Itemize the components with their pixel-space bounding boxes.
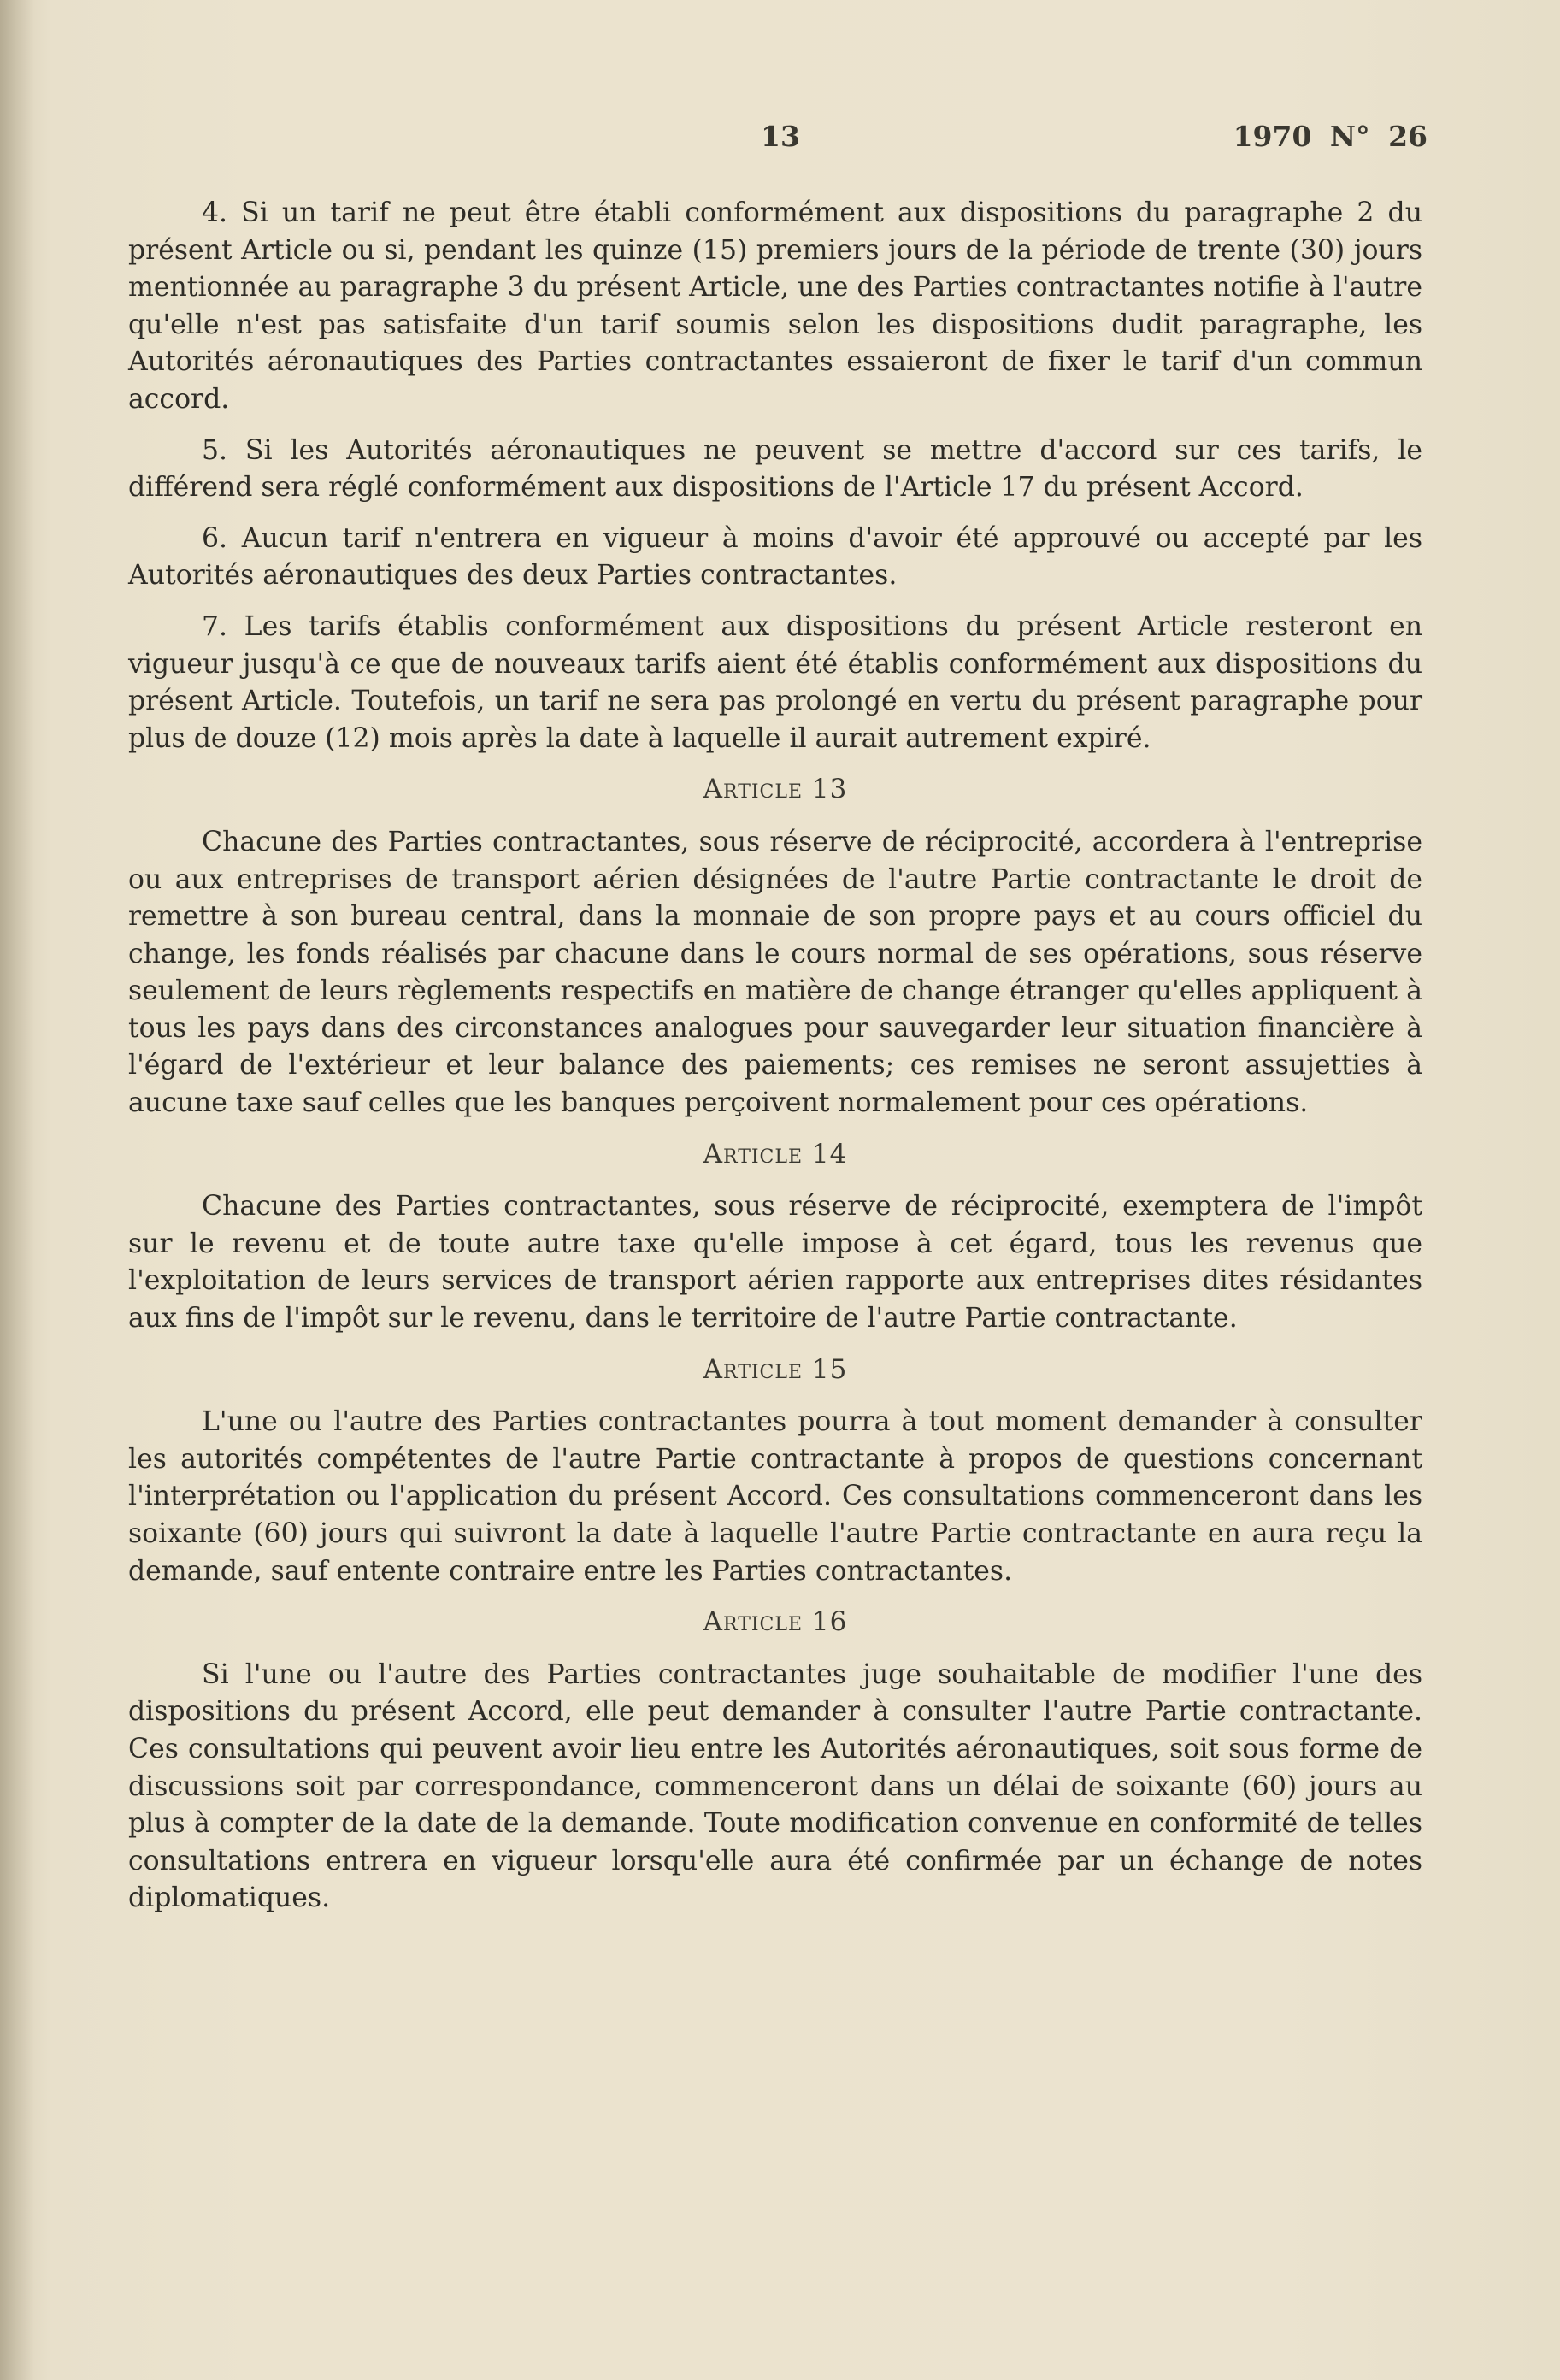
article-13-heading: Article 13	[703, 774, 848, 805]
article-15-body: L'une ou l'autre des Parties contractantes pourra à tout moment demander à consulter les autorités compétentes de l'autre Partie contractante à propos de questions concernant l'interprétation ou l'application du présent Accord. Ces consultations commenceront dans les soixante (60) jours qui suivront la date à laquelle l'autre Partie contractante en aura reçu la demande, sauf entente contraire entre les Parties contractantes.	[128, 1406, 1422, 1587]
document-body	[128, 195, 1422, 1931]
article-16-body: Si l'une ou l'autre des Parties contractantes juge souhaitable de modifier l'une des dispositions du présent Accord, elle peut demander à consulter l'autre Partie contractante. Ces consultations qui peuvent avoir lieu entre les Autorités aéronautiques, soit sous forme de discussions soit par correspondance, commenceront dans un délai de soixante (60) jours au plus à compter de la date de la demande. Toute modification convenue en conformité de telles consultations entrera en vigueur lorsqu'elle aura été confirmée par un échange de notes diplomatiques.	[128, 1658, 1422, 1914]
page-number: 13	[761, 120, 800, 153]
article-15-heading: Article 15	[703, 1353, 848, 1385]
article-13-body: Chacune des Parties contractantes, sous réserve de réciprocité, accordera à l'entreprise ou aux entreprises de transport aérien désignées de l'autre Partie contractante le droit de remettre à son bureau central, dans la monnaie de son propre pays et au cours officiel du change, les fonds réalisés par chacune dans le cours normal de ses opérations, sous réserve seulement de leurs règlements respectifs en matière de change étranger qu'elles appliquent à tous les pays dans des circonstances analogues pour sauvegarder leur situation financière à l'égard de l'extérieur et leur balance des paiements; ces remises ne seront assujetties à aucune taxe sauf celles que les banques perçoivent normalement pour ces opérations.	[128, 826, 1422, 1119]
paragraph-6: 6. Aucun tarif n'entrera en vigueur à moins d'avoir été approuvé ou accepté par les Autorités aéronautiques des deux Parties contractantes.	[128, 522, 1422, 592]
binding-gutter	[0, 0, 34, 2380]
paragraph-5: 5. Si les Autorités aéronautiques ne peuvent se mettre d'accord sur ces tarifs, le différend sera réglé conformément aux dispositions de l'Article 17 du présent Accord.	[128, 434, 1422, 504]
issue-label: 1970 N° 26	[1233, 120, 1428, 153]
article-14-heading: Article 14	[703, 1138, 848, 1169]
paragraph-4: 4. Si un tarif ne peut être établi conformément aux dispositions du paragraphe 2 du présent Article ou si, pendant les quinze (15) premiers jours de la période de trente (30) jours mentionnée au paragraphe 3 du présent Article, une des Parties contractantes notifie à l'autre qu'elle n'est pas satisfaite d'un tarif soumis selon les dispositions dudit paragraphe, les Autorités aéronautiques des Parties contractantes essaieront de fixer le tarif d'un commun accord.	[128, 197, 1422, 415]
page-header	[128, 120, 1428, 171]
article-14-body: Chacune des Parties contractantes, sous réserve de réciprocité, exemptera de l'impôt sur le revenu et de toute autre taxe qu'elle impose à cet égard, tous les revenus que l'exploitation de leurs services de transport aérien rapporte aux entreprises dites résidantes aux fins de l'impôt sur le revenu, dans le territoire de l'autre Partie contractante.	[128, 1191, 1422, 1334]
article-16-heading: Article 16	[703, 1606, 848, 1638]
paragraph-7: 7. Les tarifs établis conformément aux dispositions du présent Article resteront en vigueur jusqu'à ce que de nouveaux tarifs aient été établis conformément aux dispositions du présent Article. Toutefois, un tarif ne sera pas prolongé en vertu du présent paragraphe pour plus de douze (12) mois après la date à laquelle il aurait autrement expiré.	[128, 610, 1422, 754]
